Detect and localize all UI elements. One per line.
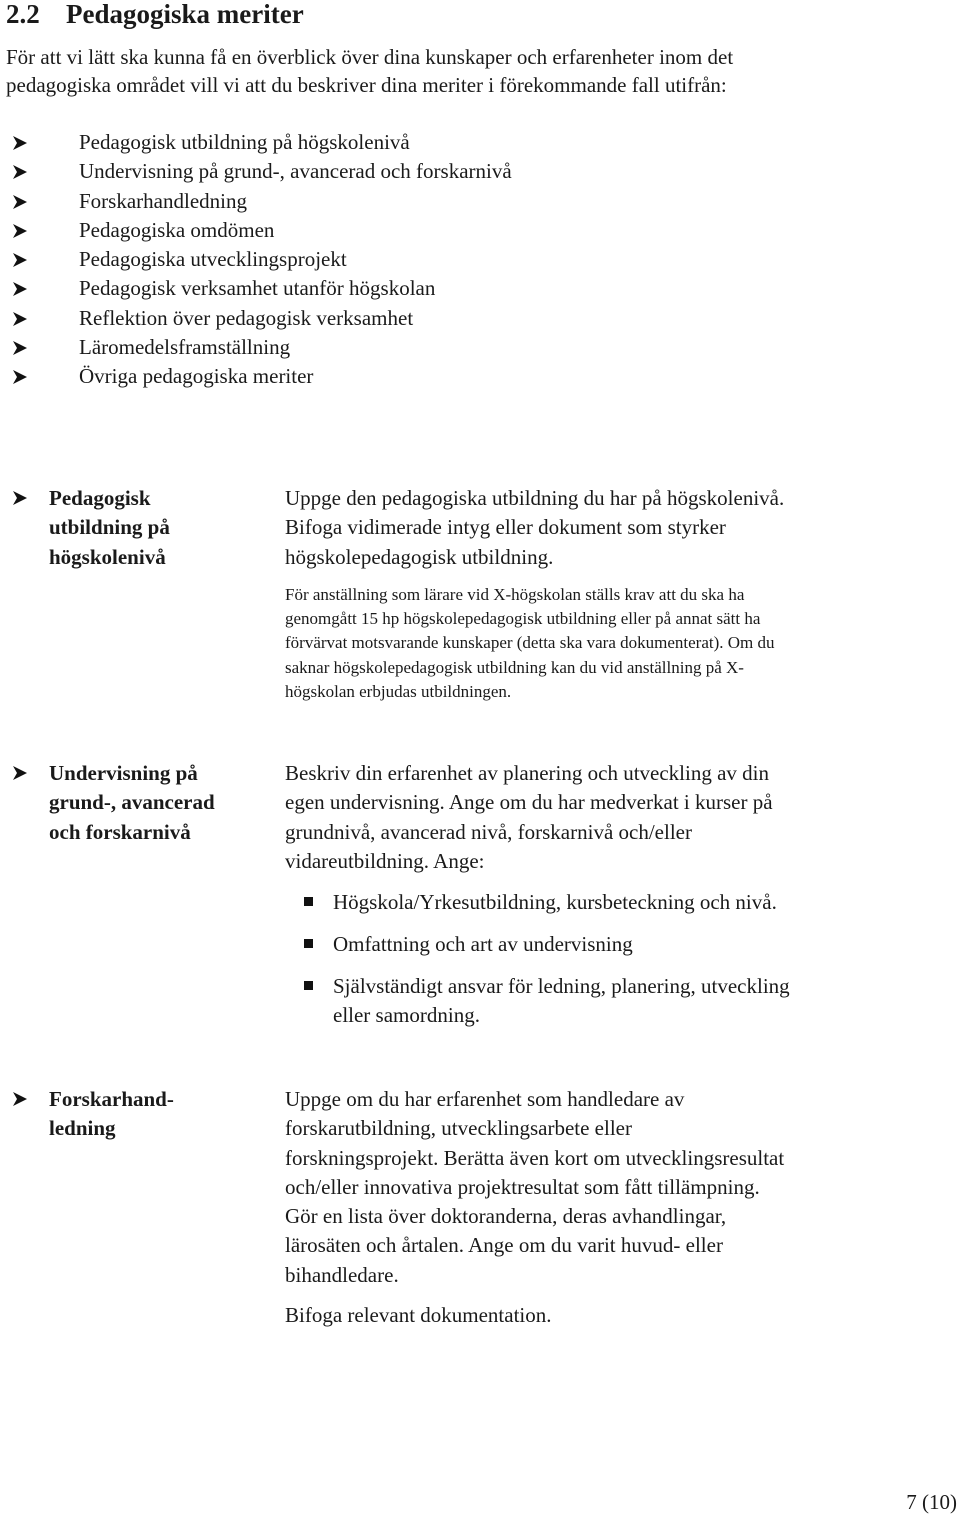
overview-item-label: Övriga pedagogiska meriter [79,364,314,389]
item-line: Självständigt ansvar för ledning, planering, utveckling [333,974,790,998]
square-bullet-icon [304,897,313,906]
arrow-bullet-icon [12,311,28,327]
note-line: För anställning som lärare vid X-högskolan ställs krav att du ska ha [285,585,745,604]
overview-item-label: Reflektion över pedagogisk verksamhet [79,305,414,330]
page-number: 7 (10) [906,1490,957,1514]
intro-line: För att vi lätt ska kunna få en överblick över dina kunskaper och erfarenheter inom det [6,45,734,69]
body-line: Uppge om du har erfarenhet som handledare av [285,1087,685,1111]
body-line: Uppge den pedagogiska utbildning du har på högskolenivå. [285,486,785,510]
title-line: Pedagogisk [49,486,151,510]
item-line: eller samordning. [333,1003,480,1028]
body-line: vidareutbildning. Ange: [285,848,485,873]
overview-item-label: Pedagogiska omdömen [79,217,275,242]
section-utbildning-body [285,484,935,572]
body-line: forskningsprojekt. Berätta även kort om utvecklingsresultat [285,1145,785,1170]
title-line: ledning [49,1116,116,1141]
section-handledning-title [49,1085,259,1144]
body-line: egen undervisning. Ange om du har medverkat i kurser på [285,790,773,815]
body-line: lärosäten och årtalen. Ange om du varit huvud- eller [285,1233,723,1258]
section-utbildning-title [49,484,259,572]
body-line: Bifoga vidimerade intyg eller dokument som styrker [285,515,726,540]
section-number: 2.2 [6,0,40,29]
section-undervisning-body [285,759,935,876]
arrow-bullet-icon [12,281,28,297]
title-line: högskolenivå [49,544,166,569]
item-line: Omfattning och art av undervisning [333,932,633,956]
item-line: Högskola/Yrkesutbildning, kursbeteckning och nivå. [333,890,777,914]
arrow-bullet-icon [12,340,28,356]
overview-item-label: Läromedelsframställning [79,335,291,360]
arrow-bullet-icon [12,490,28,506]
title-line: grund-, avancerad [49,790,215,815]
note-line: genomgått 15 hp högskolepedagogisk utbildning eller på annat sätt ha [285,609,761,629]
intro-paragraph [6,43,906,99]
title-line: Forskarhand- [49,1087,174,1111]
arrow-bullet-icon [12,135,28,151]
note-line: högskolan erbjudas utbildningen. [285,681,512,701]
body-line: och/eller innovativa projektresultat som fått tillämpning. [285,1174,760,1199]
title-line: utbildning på [49,515,170,540]
body-line: grundnivå, avancerad nivå, forskarnivå och/eller [285,819,692,844]
arrow-bullet-icon [12,765,28,781]
section-handledning-body [285,1085,935,1290]
section-handledning-footer [285,1301,935,1330]
overview-item-label: Pedagogisk utbildning på högskolenivå [79,130,410,154]
arrow-bullet-icon [12,369,28,385]
arrow-bullet-icon [12,252,28,268]
overview-item-label: Pedagogisk verksamhet utanför högskolan [79,276,436,301]
body-line: Beskriv din erfarenhet av planering och utveckling av din [285,761,770,785]
body-line: högskolepedagogisk utbildning. [285,544,554,569]
section-utbildning-note [285,583,945,704]
section-heading [6,0,304,30]
overview-item-label: Undervisning på grund-, avancerad och forskarnivå [79,159,512,184]
footer-line: Bifoga relevant dokumentation. [285,1303,552,1327]
title-line: och forskarnivå [49,819,191,844]
arrow-bullet-icon [12,1091,28,1107]
body-line: bihandledare. [285,1262,399,1287]
body-line: Gör en lista över doktoranderna, deras avhandlingar, [285,1204,727,1229]
arrow-bullet-icon [12,194,28,210]
body-line: forskarutbildning, utvecklingsarbete eller [285,1116,632,1141]
square-bullet-icon [304,981,313,990]
note-line: saknar högskolepedagogisk utbildning kan du vid anställning på X- [285,657,744,677]
intro-line: pedagogiska området vill vi att du beskriver dina meriter i förekommande fall utifrån: [6,73,727,97]
note-line: förvärvat motsvarande kunskaper (detta ska vara dokumenterat). Om du [285,633,775,653]
arrow-bullet-icon [12,164,28,180]
overview-item-label: Pedagogiska utvecklingsprojekt [79,247,347,272]
title-line: Undervisning på [49,761,198,785]
arrow-bullet-icon [12,223,28,239]
section-undervisning-title [49,759,259,847]
square-bullet-icon [304,939,313,948]
section-title: Pedagogiska meriter [66,0,304,29]
overview-item-label: Forskarhandledning [79,188,247,213]
